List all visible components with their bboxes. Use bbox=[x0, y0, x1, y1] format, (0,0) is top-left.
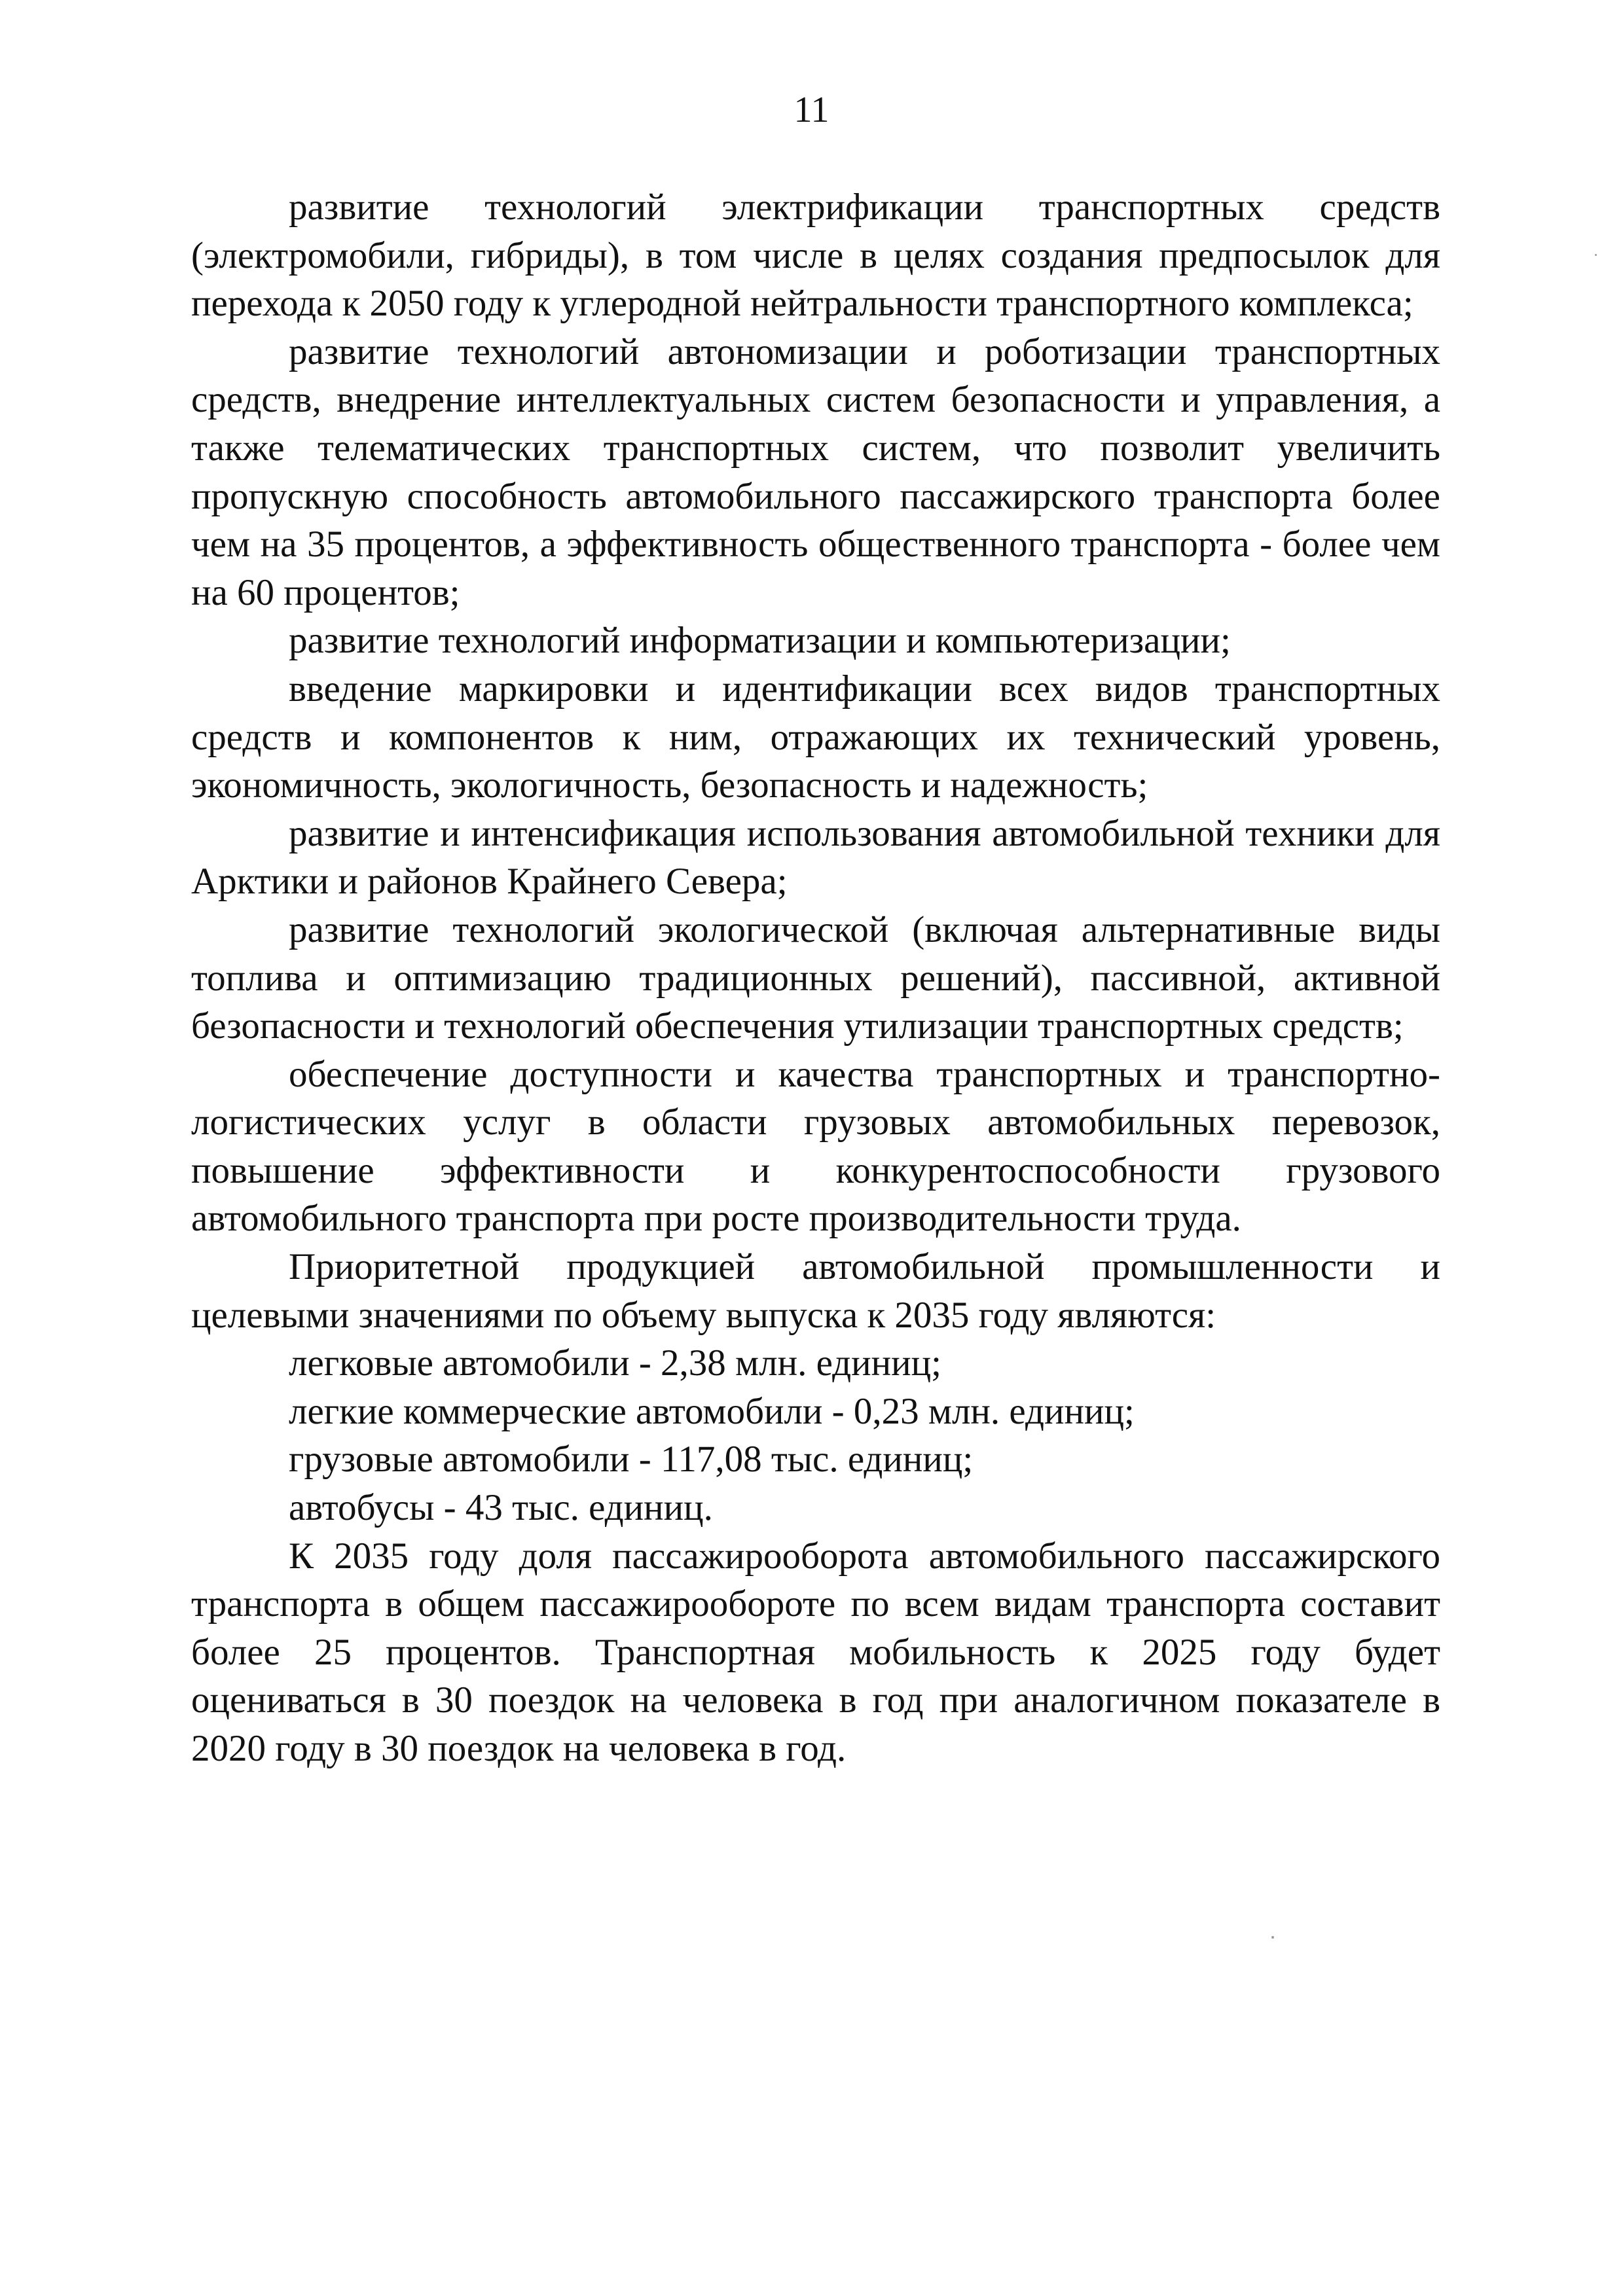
paragraph-priority-products: Приоритетной продукцией автомобильной промышленности и целевыми значениями по объему выпуска к 2035 году являются: bbox=[191, 1246, 1440, 1336]
paragraph-autonomization: развитие технологий автономизации и роботизации транспортных средств, внедрение интеллектуальных систем безопасности и управления, а также телематических транспортных систем, что позволит увеличить пропускную способность автомобильного пассажирского транспорта более чем на 35 процентов, а эффективность общественного транспорта - более чем на 60 процентов; bbox=[191, 331, 1440, 613]
list-item-light-commercial: легкие коммерческие автомобили - 0,23 млн. единиц; bbox=[289, 1390, 1135, 1432]
scan-speck bbox=[1595, 254, 1597, 256]
paragraph-marking: введение маркировки и идентификации всех видов транспортных средств и компонентов к ним, отражающих их технический уровень, экономичность, экологичность, безопасность и надежность; bbox=[191, 668, 1440, 806]
list-item-passenger-cars: легковые автомобили - 2,38 млн. единиц; bbox=[289, 1342, 941, 1384]
paragraph-passenger-turnover: К 2035 году доля пассажирооборота автомобильного пассажирского транспорта в общем пассажирообороте по всем видам транспорта составит более 25 процентов. Транспортная мобильность к 2025 году будет оцениваться в 30 поездок на человека в год при аналогичном показателе в 2020 году в 30 поездок на человека в год. bbox=[191, 1535, 1440, 1769]
page-number: 11 bbox=[793, 90, 830, 130]
paragraph-logistics: обеспечение доступности и качества транспортных и транспортно-логистических услуг в области грузовых автомобильных перевозок, повышение эффективности и конкурентоспособности грузового автомобильного транспорта при росте производительности труда. bbox=[191, 1053, 1440, 1240]
document-body bbox=[191, 183, 1440, 1773]
paragraph-informatization: развитие технологий информатизации и компьютеризации; bbox=[289, 620, 1231, 662]
paragraph-electrification: развитие технологий электрификации транспортных средств (электромобили, гибриды), в том числе в целях создания предпосылок для перехода к 2050 году к углеродной нейтральности транспортного комплекса; bbox=[191, 187, 1440, 325]
paragraph-ecology: развитие технологий экологической (включая альтернативные виды топлива и оптимизацию традиционных решений), пассивной, активной безопасности и технологий обеспечения утилизации транспортных средств; bbox=[191, 908, 1440, 1047]
paragraph-arctic: развитие и интенсификация использования автомобильной техники для Арктики и районов Крайнего Севера; bbox=[191, 812, 1440, 903]
scan-speck bbox=[1271, 1936, 1274, 1939]
list-item-trucks: грузовые автомобили - 117,08 тыс. единиц; bbox=[289, 1439, 974, 1480]
list-item-buses: автобусы - 43 тыс. единиц. bbox=[289, 1487, 713, 1529]
